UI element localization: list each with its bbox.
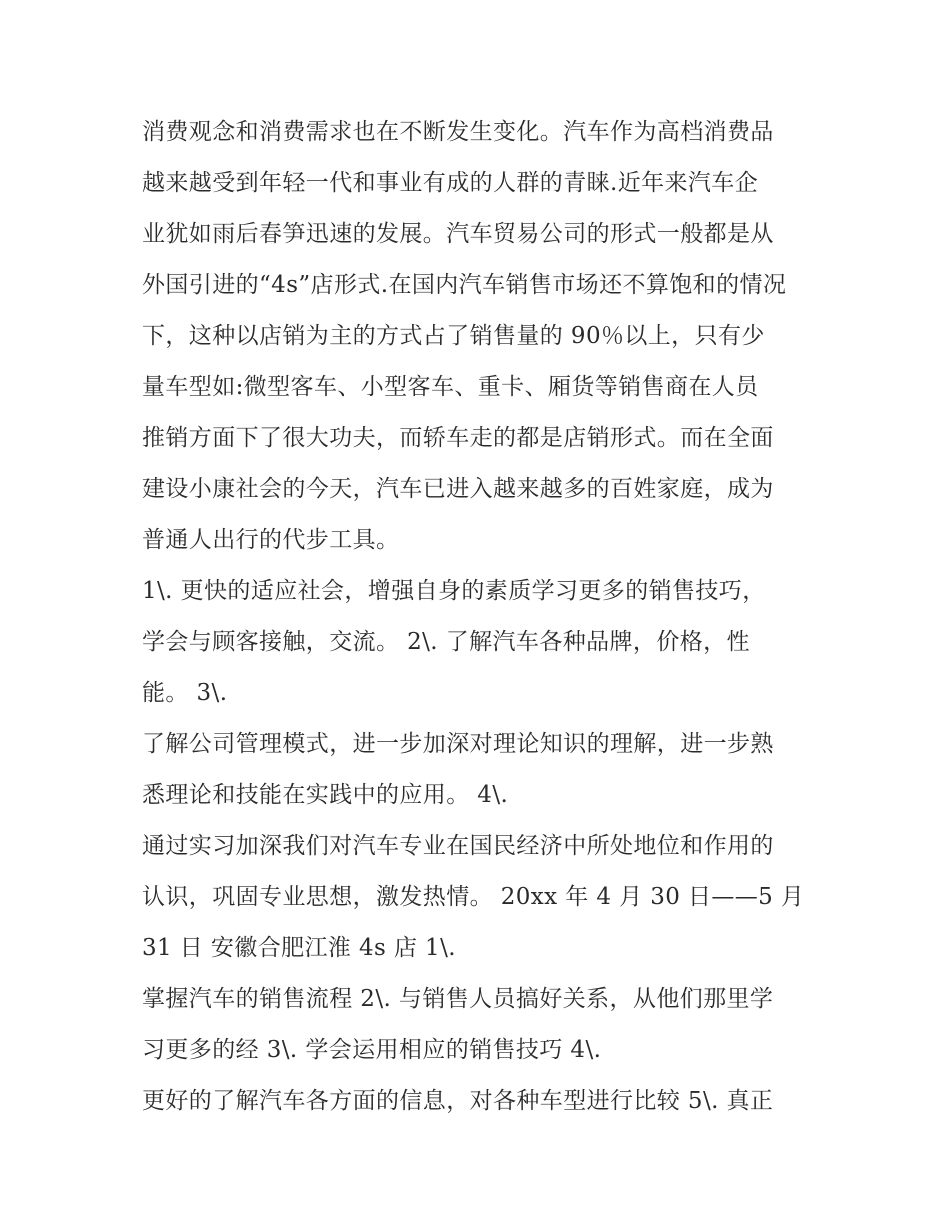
text-line-11: 学会与顾客接触，交流。 2\. 了解汽车各种品牌，价格，性 xyxy=(142,629,750,655)
text-line-5: 下，这种以店销为主的方式占了销售量的 90％以上，只有少 xyxy=(142,323,765,349)
text-line-9: 普通人出行的代步工具。 xyxy=(142,527,400,553)
text-line-2: 越来越受到年轻一代和事业有成的人群的青睐.近年来汽车企 xyxy=(142,170,759,196)
text-line-1: 消费观念和消费需求也在不断发生变化。汽车作为高档消费品 xyxy=(142,119,774,145)
text-line-14: 悉理论和技能在实践中的应用。 4\. xyxy=(142,782,509,808)
text-line-16: 认识，巩固专业思想，激发热情。 20xx 年 4 月 30 日——5 月 xyxy=(142,884,805,910)
text-line-8: 建设小康社会的今天，汽车已进入越来越多的百姓家庭，成为 xyxy=(142,476,774,502)
text-line-3: 业犹如雨后春笋迅速的发展。汽车贸易公司的形式一般都是从 xyxy=(142,221,774,247)
text-line-18: 掌握汽车的销售流程 2\. 与销售人员搞好关系，从他们那里学 xyxy=(142,986,774,1012)
text-line-20: 更好的了解汽车各方面的信息，对各种车型进行比较 5\. 真正 xyxy=(142,1088,774,1114)
document-body xyxy=(142,107,822,1127)
text-line-17: 31 日 安徽合肥江淮 4s 店 1\. xyxy=(142,935,456,961)
text-line-19: 习更多的经 3\. 学会运用相应的销售技巧 4\. xyxy=(142,1037,602,1063)
text-line-7: 推销方面下了很大功夫，而轿车走的都是店销形式。而在全面 xyxy=(142,425,774,451)
text-line-13: 了解公司管理模式，进一步加深对理论知识的理解，进一步熟 xyxy=(142,731,774,757)
text-line-12: 能。 3\. xyxy=(142,680,228,706)
text-line-15: 通过实习加深我们对汽车专业在国民经济中所处地位和作用的 xyxy=(142,833,774,859)
text-line-4: 外国引进的“4s”店形式.在国内汽车销售市场还不算饱和的情况 xyxy=(142,272,787,298)
text-line-10: 1\. 更快的适应社会，增强自身的素质学习更多的销售技巧， xyxy=(142,578,766,604)
text-line-6: 量车型如:微型客车、小型客车、重卡、厢货等销售商在人员 xyxy=(142,374,759,400)
